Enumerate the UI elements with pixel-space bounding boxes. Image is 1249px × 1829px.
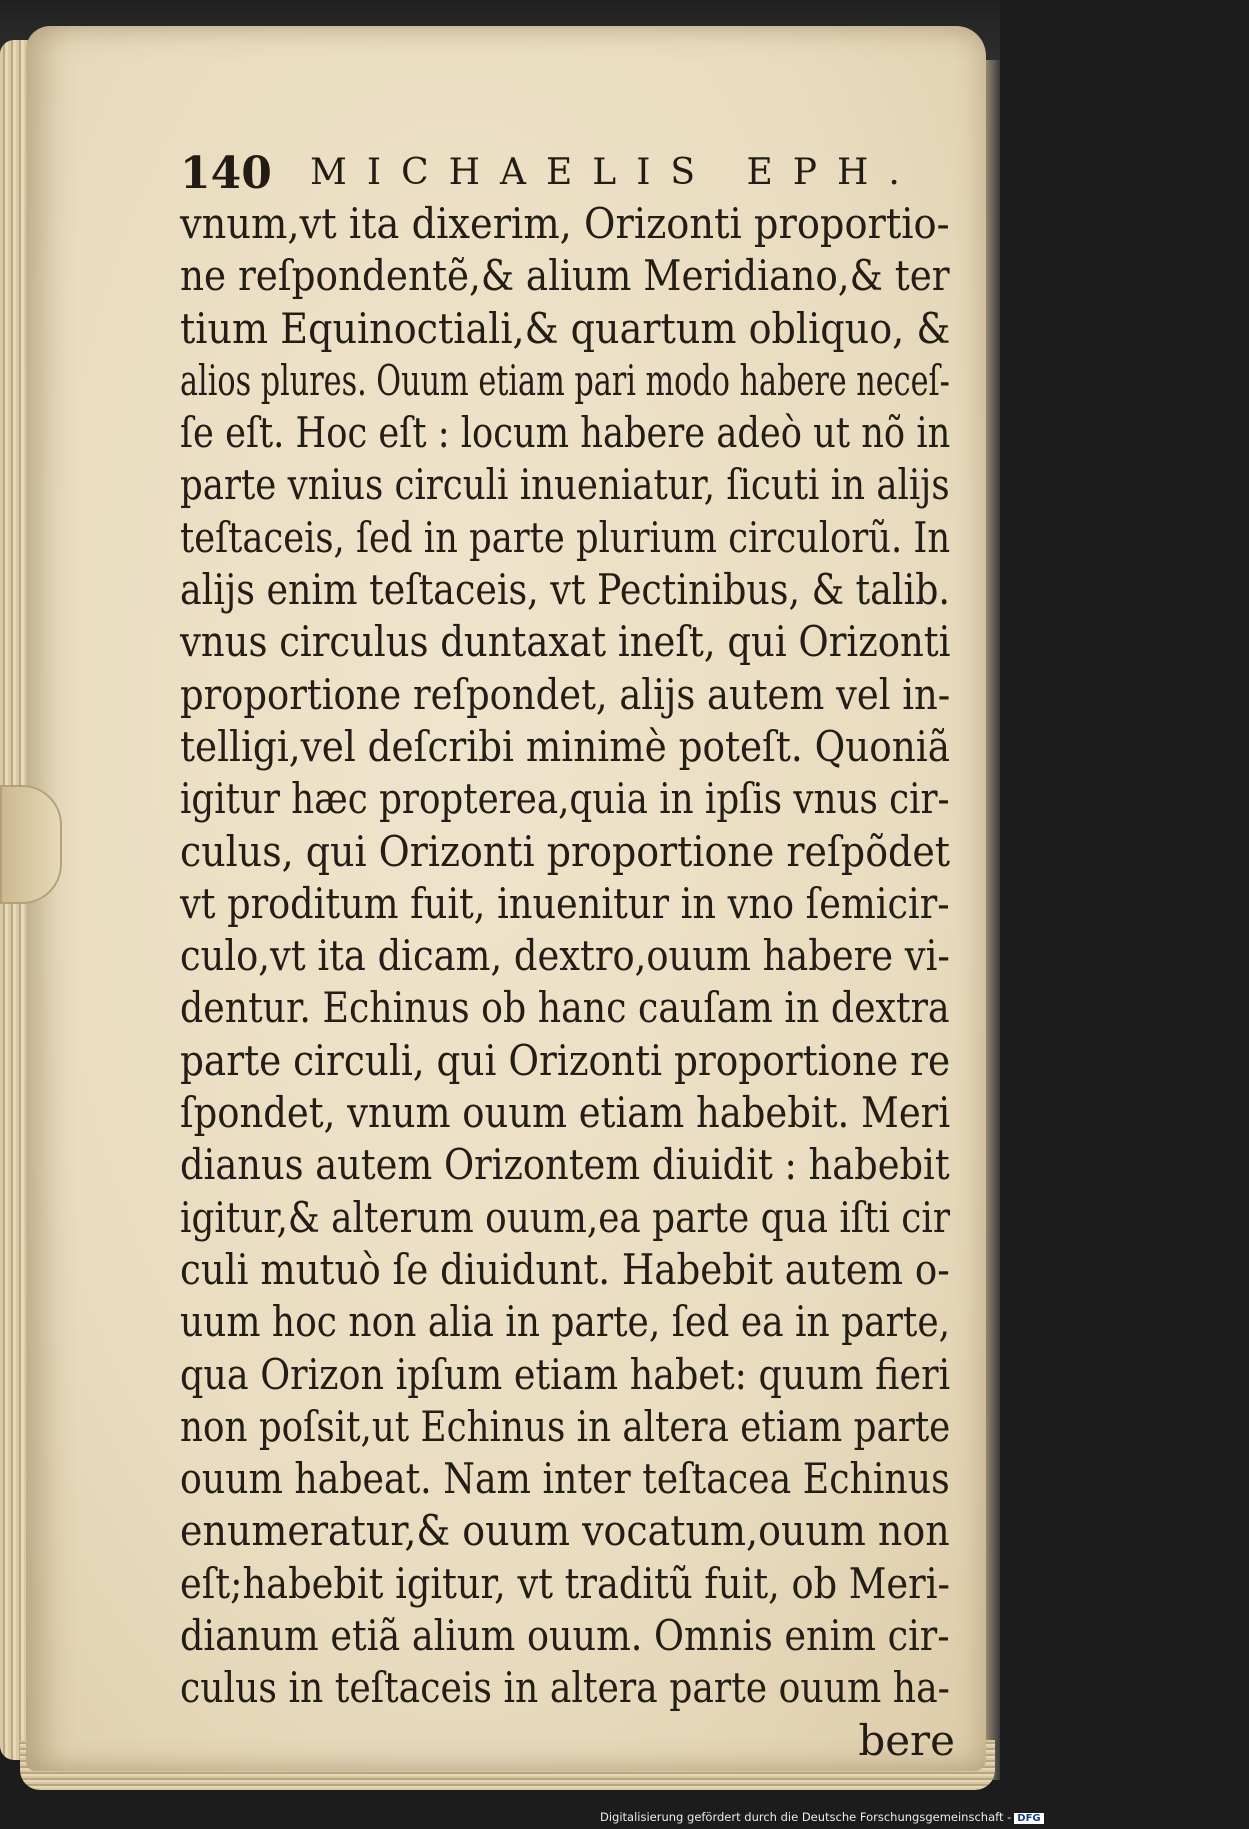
text-line-content: ouum habeat. Nam inter teſtacea Echinus	[180, 1454, 950, 1504]
text-line	[180, 407, 955, 459]
text-line	[180, 564, 955, 616]
text-line	[180, 198, 955, 250]
running-title: MICHAELIS EPH.	[310, 152, 920, 193]
text-line	[180, 1558, 955, 1610]
folio-number: 140	[180, 148, 272, 199]
text-line	[180, 1401, 955, 1453]
text-line	[180, 1192, 955, 1244]
text-line	[180, 1296, 955, 1348]
text-line	[180, 982, 955, 1034]
text-line	[180, 773, 955, 825]
text-line-content: dentur. Echinus ob hanc cauſam in dextra	[180, 983, 950, 1033]
text-line-content: tium Equinoctiali,& quartum obliquo, &	[180, 303, 951, 353]
text-line-content: parte circuli, qui Orizonti proportione re	[180, 1035, 951, 1085]
text-line	[180, 616, 955, 668]
text-line-content: alios plures. Ouum etiam pari modo habere neceſ-	[180, 355, 950, 405]
text-line-content: proportione reſpondet, alijs autem vel in-	[180, 669, 951, 719]
text-line-content: qua Orizon ipſum etiam habet: quum fieri	[180, 1349, 951, 1399]
text-line	[180, 1035, 955, 1087]
text-line-content: vt proditum fuit, inuenitur in vno ſemicir-	[180, 878, 950, 928]
text-line-content: vnum,vt ita dixerim, Orizonti proportio-	[180, 199, 950, 248]
text-line	[180, 459, 955, 511]
text-line-content: teſtaceis, ſed in parte plurium circulorũ. In	[180, 512, 951, 562]
text-line	[180, 1610, 955, 1662]
text-line-content: parte vnius circuli inueniatur, ſicuti in alijs	[180, 460, 950, 510]
text-line	[180, 1139, 955, 1191]
text-line	[180, 303, 955, 355]
text-line-content: dianus autem Orizontem diuidit : habebit	[180, 1140, 950, 1190]
text-line-content: igitur,& alterum ouum,ea parte qua iſti cir	[180, 1192, 950, 1242]
footer-text: Digitalisierung gefördert durch die Deutsche Forschungsgemeinschaft -	[600, 1810, 1012, 1824]
text-line-content: culus in teſtaceis in altera parte ouum ha-	[180, 1663, 950, 1713]
text-line-content: uum hoc non alia in parte, ſed ea in parte,	[180, 1297, 951, 1347]
digitization-footer	[600, 1810, 1041, 1826]
catchword	[180, 1715, 955, 1767]
text-line	[180, 1453, 955, 1505]
text-line	[180, 1087, 955, 1139]
text-line-content: ne reſpondentẽ,& alium Meridiano,& ter	[180, 251, 950, 301]
text-block	[180, 198, 955, 1767]
text-line	[180, 930, 955, 982]
text-line	[180, 1505, 955, 1557]
text-line-content: non poſsit,ut Echinus in altera etiam parte	[180, 1401, 951, 1451]
text-line-content: alijs enim teſtaceis, vt Pectinibus, & talib.	[180, 565, 950, 615]
text-line	[180, 1662, 955, 1714]
dfg-logo: DFG	[1014, 1813, 1043, 1824]
text-line	[180, 512, 955, 564]
text-line-content: culus, qui Orizonti proportione reſpõdet	[180, 826, 951, 876]
text-line	[180, 669, 955, 721]
page-tab-marker	[0, 785, 62, 904]
text-line	[180, 878, 955, 930]
text-line	[180, 721, 955, 773]
page-header	[180, 148, 920, 202]
text-line-content: ſpondet, vnum ouum etiam habebit. Meri	[180, 1088, 951, 1138]
text-line-content: dianum etiã alium ouum. Omnis enim cir-	[180, 1611, 950, 1661]
text-line-content: telligi,vel deſcribi minimè poteſt. Quoniã	[180, 721, 951, 771]
text-line-content: ſe eſt. Hoc eſt : locum habere adeò ut nõ in	[180, 408, 951, 458]
text-line-content: culo,vt ita dicam, dextro,ouum habere vi-	[180, 931, 950, 981]
text-line-content: eſt;habebit igitur, vt traditũ fuit, ob Meri-	[180, 1558, 950, 1608]
text-line-content: enumeratur,& ouum vocatum,ouum non	[180, 1506, 950, 1556]
text-line	[180, 355, 955, 407]
text-line	[180, 1244, 955, 1296]
catchword-text: bere	[858, 1715, 955, 1765]
text-line-content: igitur hæc propterea,quia in ipſis vnus cir-	[180, 774, 950, 824]
text-line	[180, 250, 955, 302]
text-line-content: culi mutuò ſe diuidunt. Habebit autem o-	[180, 1244, 950, 1294]
text-line-content: vnus circulus duntaxat ineſt, qui Orizonti	[180, 617, 951, 667]
text-line	[180, 1349, 955, 1401]
text-line	[180, 826, 955, 878]
